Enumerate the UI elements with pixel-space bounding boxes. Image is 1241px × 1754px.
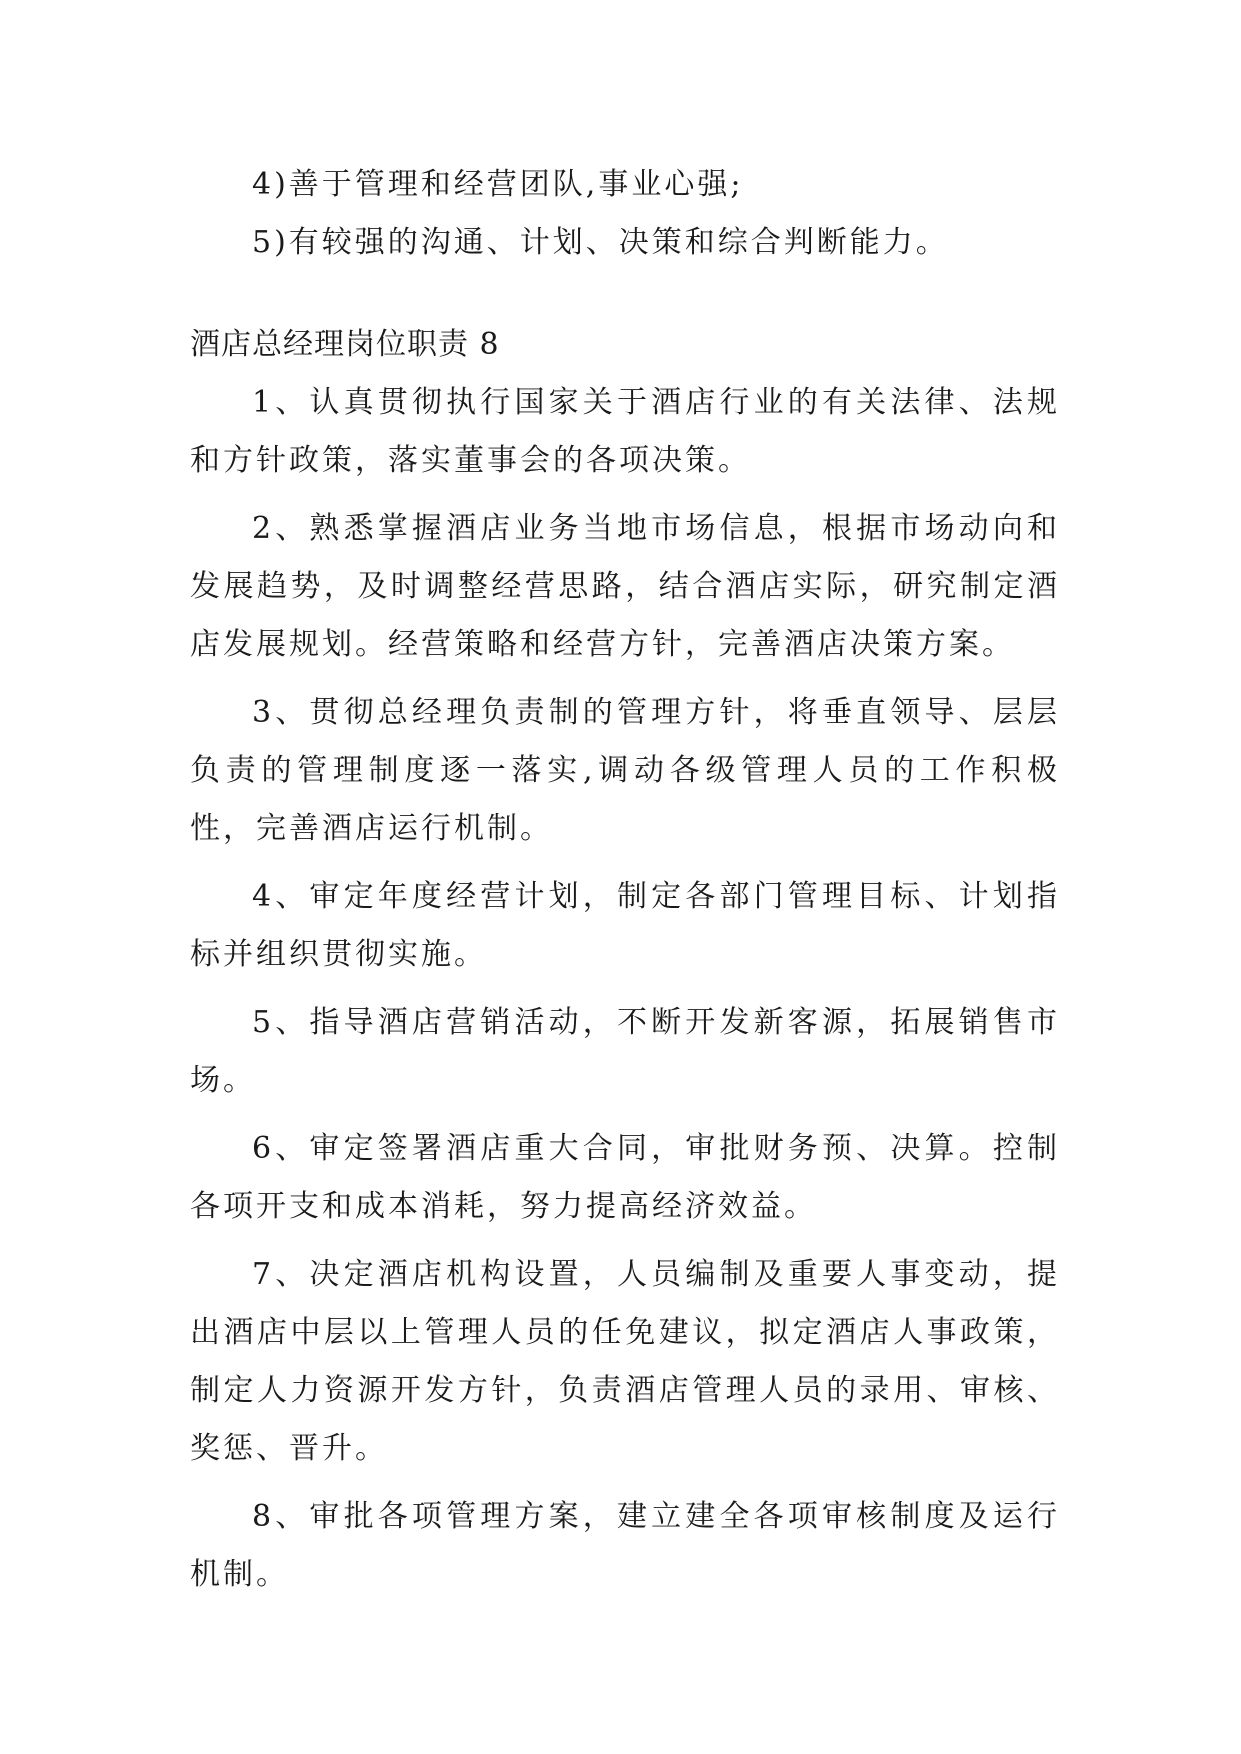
duty-item-7: 7、决定酒店机构设置，人员编制及重要人事变动，提出酒店中层以上管理人员的任免建议，拟定酒店人事政策，制定人力资源开发方针，负责酒店管理人员的录用、审核、奖惩、晋升。: [190, 1257, 1060, 1466]
duty-item-1: 1、认真贯彻执行国家关于酒店行业的有关法律、法规和方针政策，落实董事会的各项决策。: [190, 385, 1060, 478]
requirement-item-5: 5)有较强的沟通、计划、决策和综合判断能力。: [252, 225, 949, 260]
duty-item-4: 4、审定年度经营计划，制定各部门管理目标、计划指标并组织贯彻实施。: [190, 879, 1060, 972]
duty-item-8: 8、审批各项管理方案，建立建全各项审核制度及运行机制。: [190, 1499, 1060, 1592]
duty-item-6: 6、审定签署酒店重大合同，审批财务预、决算。控制各项开支和成本消耗，努力提高经济效益。: [190, 1131, 1060, 1224]
section-title: 酒店总经理岗位职责 8: [190, 327, 500, 362]
document-content: [190, 156, 1060, 1614]
requirement-item-4: 4)善于管理和经营团队,事业心强;: [252, 167, 744, 202]
duty-item-5: 5、指导酒店营销活动，不断开发新客源，拓展销售市场。: [190, 1005, 1060, 1098]
duty-item-3: 3、贯彻总经理负责制的管理方针，将垂直领导、层层负责的管理制度逐一落实,调动各级管理人员的工作积极性，完善酒店运行机制。: [190, 695, 1060, 846]
duty-item-2: 2、熟悉掌握酒店业务当地市场信息，根据市场动向和发展趋势，及时调整经营思路，结合酒店实际，研究制定酒店发展规划。经营策略和经营方针，完善酒店决策方案。: [190, 511, 1060, 662]
